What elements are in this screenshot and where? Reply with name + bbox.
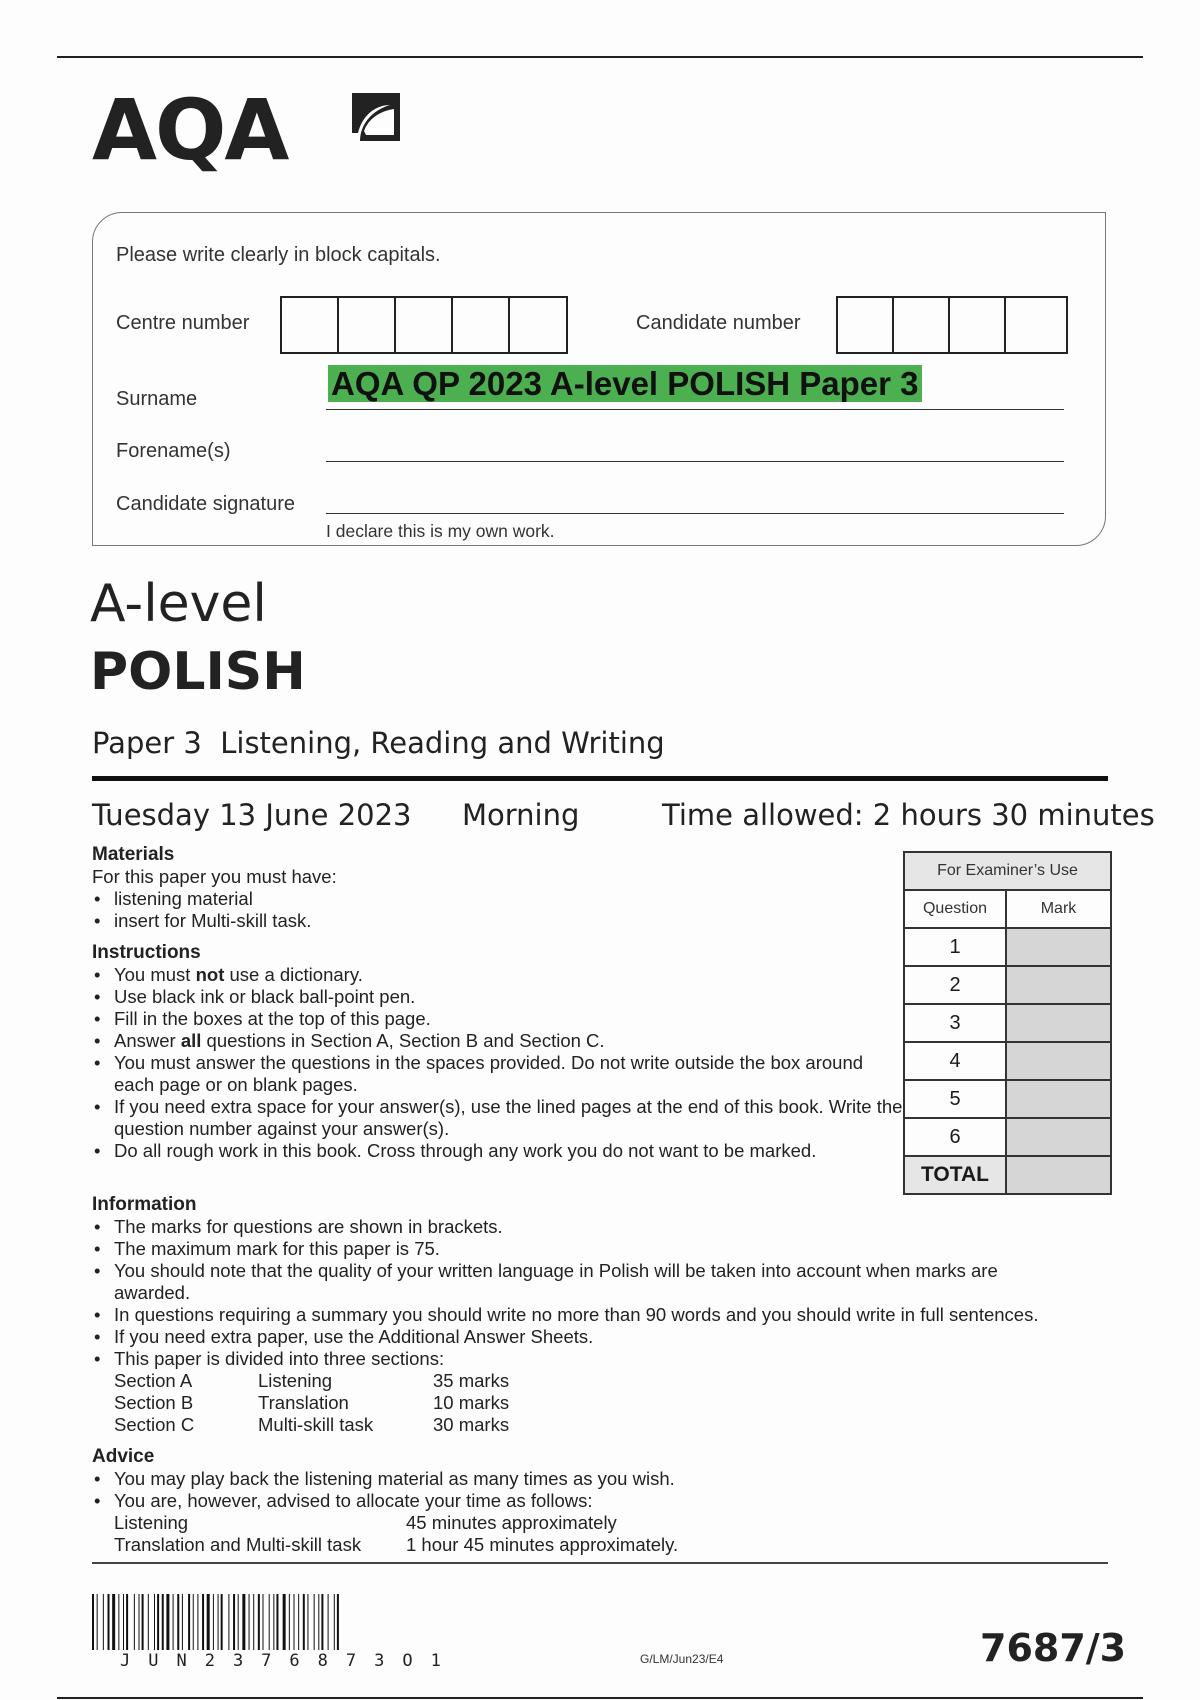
materials-section <box>92 844 892 932</box>
question-number: 1 <box>904 928 1006 966</box>
mark-cell[interactable] <box>1006 1042 1111 1080</box>
instruction-item: • Answer all questions in Section A, Section B and Section C. <box>92 1030 902 1052</box>
candidate-number-boxes[interactable] <box>836 296 1068 354</box>
candidate-digit-box[interactable] <box>894 298 950 352</box>
section-row: Section C Multi-skill task 30 marks <box>114 1414 510 1435</box>
footer-rule <box>92 1562 1108 1564</box>
surname-label: Surname <box>116 388 198 410</box>
block-capitals-instruction: Please write clearly in block capitals. <box>116 244 441 266</box>
section-row: Section A Listening 35 marks <box>114 1370 510 1391</box>
forename-line[interactable] <box>326 461 1064 462</box>
paper-reference: G/LM/Jun23/E4 <box>640 1652 724 1666</box>
signature-label: Candidate signature <box>116 493 296 515</box>
allocation-row: Translation and Multi-skill task 1 hour 45 minutes approximately. <box>114 1534 679 1555</box>
barcode-text: JUN2376873O1 <box>120 1651 459 1671</box>
exam-date: Tuesday 13 June 2023 <box>92 798 412 832</box>
information-item: • In questions requiring a summary you should write no more than 90 words and you should write in full sentences. <box>92 1304 1122 1326</box>
advice-heading: Advice <box>92 1446 155 1467</box>
question-number: 4 <box>904 1042 1006 1080</box>
instructions-heading: Instructions <box>92 942 201 963</box>
mark-cell[interactable] <box>1006 928 1111 966</box>
title-rule <box>92 776 1108 781</box>
instruction-item: • Do all rough work in this book. Cross through any work you do not want to be marked. <box>92 1140 834 1162</box>
mark-cell[interactable] <box>1006 966 1111 1004</box>
examiner-table-title: For Examiner’s Use <box>904 852 1111 890</box>
examiner-table <box>903 851 1112 1195</box>
candidate-number-label: Candidate number <box>636 312 801 334</box>
instructions-section <box>92 942 902 1162</box>
question-number: 6 <box>904 1118 1006 1156</box>
candidate-digit-box[interactable] <box>1006 298 1062 352</box>
materials-heading: Materials <box>92 844 175 865</box>
exam-session: Morning <box>462 798 580 832</box>
advice-item: • You may play back the listening material as many times as you wish. <box>92 1468 992 1490</box>
candidate-digit-box[interactable] <box>950 298 1006 352</box>
signature-line[interactable] <box>326 513 1064 514</box>
materials-intro: For this paper you must have: <box>92 866 337 887</box>
information-section <box>92 1194 1122 1436</box>
logo-mark-icon <box>350 91 402 147</box>
information-heading: Information <box>92 1194 197 1215</box>
paper-code: 7687/3 <box>980 1626 1127 1670</box>
mark-cell[interactable] <box>1006 1004 1111 1042</box>
subject-title: POLISH <box>90 642 306 702</box>
instruction-item: • If you need extra space for your answer(s), use the lined pages at the end of this book. Write the question number against your answer(s). <box>92 1096 924 1140</box>
paper-title: Paper 3 Listening, Reading and Writing <box>92 726 665 760</box>
bottom-rule <box>57 1697 1143 1699</box>
information-item: • You should note that the quality of your written language in Polish will be taken into account when marks are awarded. <box>92 1260 1064 1304</box>
materials-item: • insert for Multi-skill task. <box>92 910 892 932</box>
mark-cell[interactable] <box>1006 1080 1111 1118</box>
advice-item: • You are, however, advised to allocate your time as follows: <box>92 1490 992 1512</box>
centre-digit-box[interactable] <box>396 298 453 352</box>
candidate-digit-box[interactable] <box>838 298 894 352</box>
centre-number-label: Centre number <box>116 312 250 334</box>
allocation-row: Listening 45 minutes approximately <box>114 1512 617 1533</box>
instruction-item: • You must not use a dictionary. <box>92 964 902 986</box>
centre-digit-box[interactable] <box>453 298 510 352</box>
question-number: 5 <box>904 1080 1006 1118</box>
information-item: • If you need extra paper, use the Additional Answer Sheets. <box>92 1326 1122 1348</box>
instruction-item: • Fill in the boxes at the top of this page. <box>92 1008 902 1030</box>
centre-digit-box[interactable] <box>282 298 339 352</box>
time-allowed: Time allowed: 2 hours 30 minutes <box>662 798 1155 832</box>
information-item: • The maximum mark for this paper is 75. <box>92 1238 1122 1260</box>
section-row: Section B Translation 10 marks <box>114 1392 510 1413</box>
barcode-icon <box>92 1594 474 1650</box>
centre-number-boxes[interactable] <box>280 296 568 354</box>
instruction-item: • You must answer the questions in the spaces provided. Do not write outside the box around each page or on blank pages. <box>92 1052 904 1096</box>
question-number: 2 <box>904 966 1006 1004</box>
top-rule <box>57 56 1143 58</box>
forename-label: Forename(s) <box>116 440 231 462</box>
total-mark-cell[interactable] <box>1006 1156 1111 1194</box>
surname-field[interactable] <box>328 364 922 404</box>
logo-text: AQA <box>92 81 288 179</box>
level-title: A-level <box>90 574 267 634</box>
sections-table <box>92 1370 1122 1436</box>
surname-line <box>326 409 1064 410</box>
materials-item: • listening material <box>92 888 892 910</box>
question-col-header: Question <box>904 890 1006 928</box>
instruction-item: • Use black ink or black ball-point pen. <box>92 986 902 1008</box>
question-number: 3 <box>904 1004 1006 1042</box>
mark-cell[interactable] <box>1006 1118 1111 1156</box>
surname-value: AQA QP 2023 A-level POLISH Paper 3 <box>328 365 922 402</box>
declaration-text: I declare this is my own work. <box>326 521 555 541</box>
total-label: TOTAL <box>904 1156 1006 1194</box>
aqa-logo <box>92 81 288 179</box>
advice-section <box>92 1446 992 1556</box>
information-item: • The marks for questions are shown in brackets. <box>92 1216 1122 1238</box>
centre-digit-box[interactable] <box>510 298 566 352</box>
mark-col-header: Mark <box>1006 890 1111 928</box>
information-item: • This paper is divided into three sections: <box>92 1348 1122 1370</box>
centre-digit-box[interactable] <box>339 298 396 352</box>
